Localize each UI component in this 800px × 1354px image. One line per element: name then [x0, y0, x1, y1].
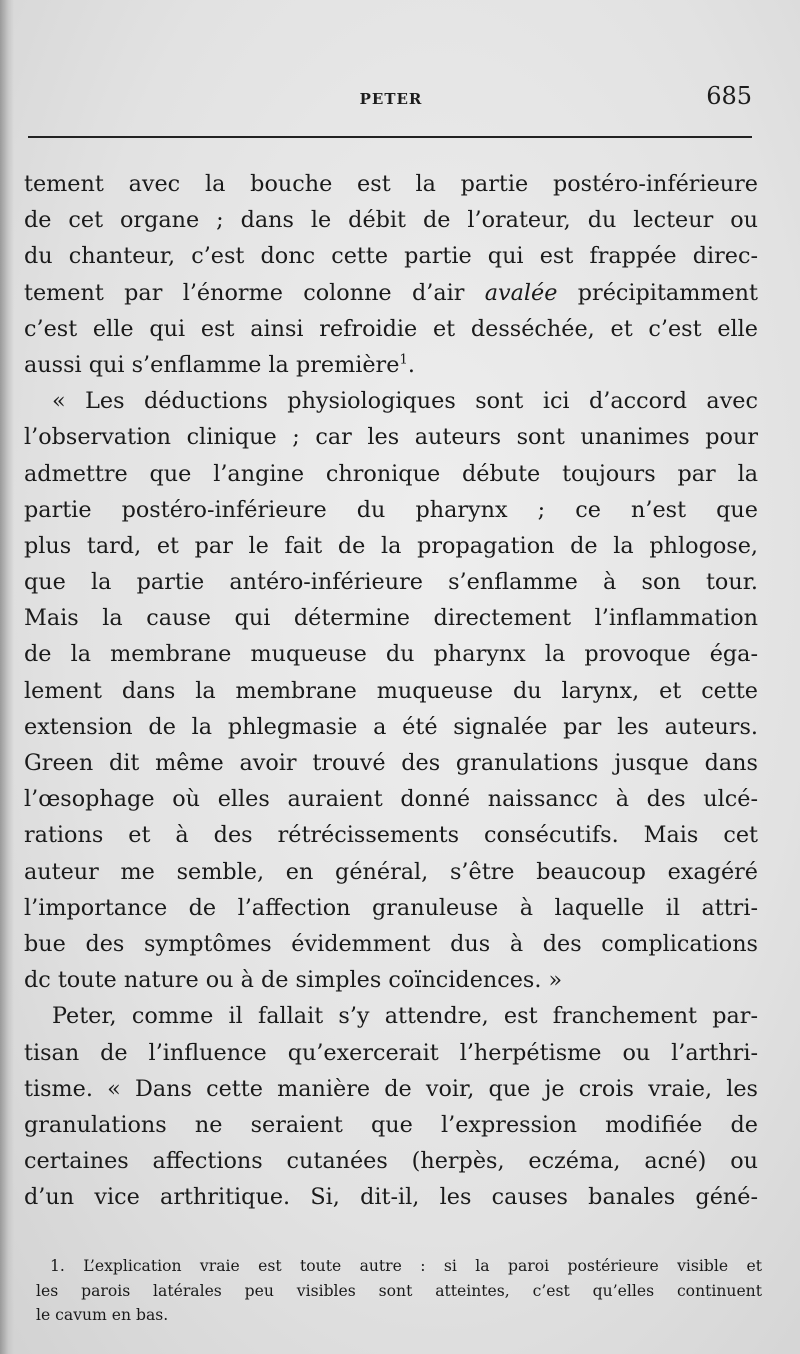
footnote-line: le cavum en bas.: [36, 1306, 169, 1324]
text-line: extension de la phlegmasie a été signalée par les auteurs.: [24, 713, 758, 740]
body-text: [24, 166, 758, 1215]
text-line: plus tard, et par le fait de la propagation de la phlogose,: [24, 532, 758, 559]
text-line: de la membrane muqueuse du pharynx la provoque éga-: [24, 641, 758, 668]
page-number: 685: [706, 82, 752, 110]
text-segment: précipitamment: [557, 279, 758, 306]
text-line: Green dit même avoir trouvé des granulations jusque dans: [24, 750, 758, 776]
text-line: l’observation clinique ; car les auteurs sont unanimes pour: [24, 424, 758, 451]
text-line: l’œsophage où elles auraient donné naissancc à des ulcé-: [24, 786, 758, 813]
text-line: tisme. « Dans cette manière de voir, que je crois vraie, les: [24, 1075, 758, 1102]
binding-gutter: [0, 0, 14, 1354]
footnote: [36, 1254, 762, 1328]
text-line: bue des symptômes évidemment dus à des complications: [24, 930, 758, 957]
text-line: l’importance de l’affection granuleuse à laquelle il attri-: [24, 894, 758, 921]
text-line: partie postéro-inférieure du pharynx ; ce n’est que: [24, 496, 758, 523]
footnote-line: les parois latérales peu visibles sont atteintes, c’est qu’elles continuent: [36, 1281, 762, 1300]
italic-word: avalée: [484, 279, 558, 306]
text-line: tement avec la bouche est la partie postéro-inférieure: [24, 171, 758, 197]
text-segment: aussi qui s’enflamme la première: [24, 351, 400, 378]
text-line: auteur me semble, en général, s’être beaucoup exagéré: [24, 858, 758, 885]
text-line: c’est elle qui est ainsi refroidie et desséchée, et c’est elle: [24, 315, 758, 342]
text-line: certaines affections cutanées (herpès, eczéma, acné) ou: [24, 1148, 758, 1175]
text-line: du chanteur, c’est donc cette partie qui est frappée direc-: [24, 243, 758, 270]
text-line: « Les déductions physiologiques sont ici d’accord avec: [52, 388, 758, 415]
text-line: Mais la cause qui détermine directement l’inflammation: [24, 605, 758, 632]
text-line: [24, 275, 758, 311]
text-line: Peter, comme il fallait s’y attendre, est franchement par-: [52, 1003, 758, 1030]
footnote-reference: 1: [399, 352, 408, 368]
footnote-line: 1. L’explication vraie est toute autre : si la paroi postérieure visible et: [50, 1257, 762, 1275]
text-segment: .: [407, 351, 415, 378]
text-line: dc toute nature ou à de simples coïncidences. »: [24, 967, 563, 994]
text-segment: tement par l’énorme colonne d’air: [24, 279, 485, 306]
text-line: admettre que l’angine chronique débute toujours par la: [24, 460, 758, 487]
text-line: que la partie antéro-inférieure s’enflamme à son tour.: [24, 569, 758, 596]
text-line: lement dans la membrane muqueuse du larynx, et cette: [24, 677, 758, 704]
text-line: de cet organe ; dans le débit de l’orateur, du lecteur ou: [24, 207, 758, 234]
text-line: [24, 347, 758, 383]
header-rule: [28, 136, 752, 138]
running-head-title: PETER: [359, 90, 423, 108]
running-head: [30, 82, 752, 118]
text-line: tisan de l’influence qu’exercerait l’herpétisme ou l’arthri-: [24, 1039, 758, 1066]
text-line: rations et à des rétrécissements consécutifs. Mais cet: [24, 822, 758, 849]
text-line: d’un vice arthritique. Si, dit-il, les causes banales géné-: [24, 1184, 758, 1211]
text-line: granulations ne seraient que l’expression modifiée de: [24, 1111, 758, 1138]
